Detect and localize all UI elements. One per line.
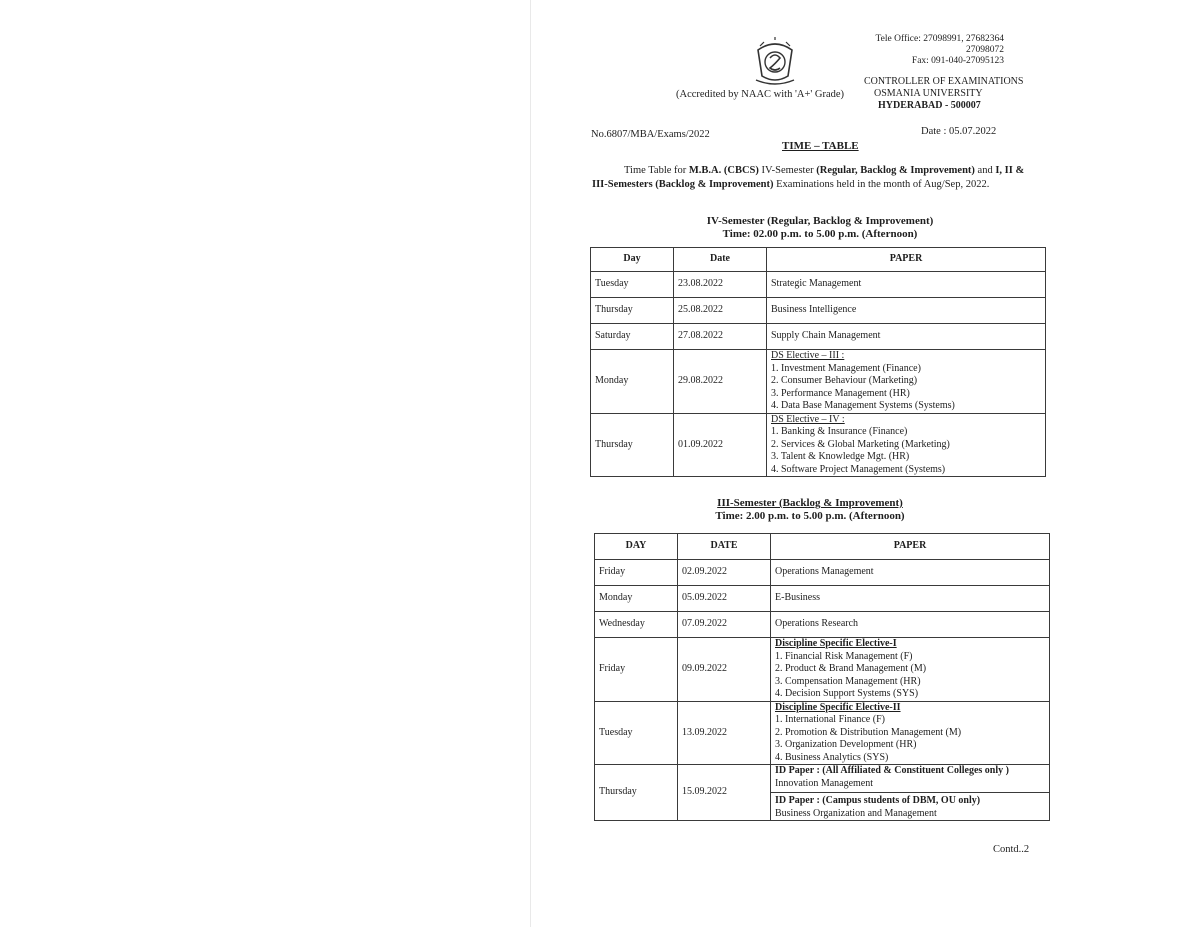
elective-heading: DS Elective – IV : xyxy=(771,413,845,425)
intro-text: I, II & III-Semesters xyxy=(592,165,1025,190)
paper-cell xyxy=(767,413,1046,477)
table-row xyxy=(591,413,1046,477)
elective-item: 1. Investment Management (Finance) xyxy=(771,362,921,374)
elective-item: 3. Organization Development (HR) xyxy=(775,739,917,750)
date-cell: 02.09.2022 xyxy=(678,560,771,586)
paper-cell: Operations Management xyxy=(771,560,1050,586)
controller-line: HYDERABAD - 500007 xyxy=(878,100,981,111)
date-cell: 15.09.2022 xyxy=(678,765,771,821)
section2-heading: III-Semester (Backlog & Improvement) xyxy=(717,497,903,509)
elective-item: 3. Performance Management (HR) xyxy=(771,387,910,399)
table-header-row xyxy=(595,534,1050,560)
intro-text: (Backlog & Improvement) xyxy=(652,179,774,190)
university-logo-icon xyxy=(752,36,798,86)
table-row xyxy=(595,638,1050,702)
paper-cell: Operations Research xyxy=(771,612,1050,638)
date-cell: 13.09.2022 xyxy=(678,701,771,765)
section1-heading: IV-Semester (Regular, Backlog & Improvement) xyxy=(706,215,934,227)
day-cell: Thursday xyxy=(595,765,678,821)
section2-timetable xyxy=(594,533,1050,821)
id-paper-heading: ID Paper : (Campus students of DBM, OU only) xyxy=(775,795,981,806)
controller-line: CONTROLLER OF EXAMINATIONS xyxy=(864,76,1024,87)
table-row xyxy=(595,701,1050,765)
paper-cell: Supply Chain Management xyxy=(767,324,1046,350)
id-paper-heading: ID Paper : (All Affiliated & Constituent Colleges only ) xyxy=(775,765,1009,776)
document-heading: TIME – TABLE xyxy=(782,140,859,152)
table-row xyxy=(595,586,1050,612)
elective-item: 1. Financial Risk Management (F) xyxy=(775,650,913,662)
section1-timetable xyxy=(590,247,1046,477)
elective-item: 4. Decision Support Systems (SYS) xyxy=(775,688,919,699)
intro-text: Examinations held in the month of Aug/Sep, 2022. xyxy=(773,179,990,190)
contact-info xyxy=(864,34,1004,67)
intro-paragraph xyxy=(592,164,1032,192)
section1-title xyxy=(680,215,960,241)
elective-item: 4. Business Analytics (SYS) xyxy=(775,751,889,763)
day-cell: Thursday xyxy=(591,298,674,324)
id-paper-name: Business Organization and Management xyxy=(775,807,937,819)
intro-text: IV-Semester xyxy=(758,165,817,176)
header-date: DATE xyxy=(678,534,771,560)
intro-text: (Regular, Backlog & Improvement) xyxy=(816,165,975,176)
contact-line: 27098072 xyxy=(966,45,1004,55)
day-cell: Tuesday xyxy=(595,701,678,765)
paper-cell: Business Intelligence xyxy=(767,298,1046,324)
elective-item: 2. Services & Global Marketing (Marketing) xyxy=(771,438,950,450)
date-cell: 01.09.2022 xyxy=(674,413,767,477)
day-cell: Wednesday xyxy=(595,612,678,638)
table-row xyxy=(591,350,1046,414)
accreditation-text: (Accredited by NAAC with 'A+' Grade) xyxy=(676,89,845,100)
paper-cell xyxy=(767,350,1046,414)
controller-address xyxy=(864,76,1034,112)
elective-item: 2. Consumer Behaviour (Marketing) xyxy=(771,375,918,386)
elective-item: 1. International Finance (F) xyxy=(775,714,885,725)
date-cell: 29.08.2022 xyxy=(674,350,767,414)
table-row xyxy=(595,765,1050,821)
section1-time: Time: 02.00 p.m. to 5.00 p.m. (Afternoon) xyxy=(722,228,918,240)
continued-note: Contd..2 xyxy=(993,844,1030,855)
contact-line: Fax: 091-040-27095123 xyxy=(911,56,1004,66)
controller-line: OSMANIA UNIVERSITY xyxy=(874,88,983,99)
elective-heading: DS Elective – III : xyxy=(771,350,845,361)
intro-text: and xyxy=(974,165,996,176)
day-cell: Monday xyxy=(595,586,678,612)
elective-item: 1. Banking & Insurance (Finance) xyxy=(771,426,908,437)
elective-item: 4. Software Project Management (Systems) xyxy=(771,463,946,475)
header-date: Date xyxy=(674,248,767,272)
day-cell: Friday xyxy=(595,560,678,586)
header-paper: PAPER xyxy=(767,248,1046,272)
elective-item: 2. Product & Brand Management (M) xyxy=(775,663,927,674)
day-cell: Saturday xyxy=(591,324,674,350)
paper-cell xyxy=(771,765,1050,821)
document-date: Date : 05.07.2022 xyxy=(921,126,997,137)
table-row xyxy=(591,324,1046,350)
paper-cell: Strategic Management xyxy=(767,272,1046,298)
intro-text: M.B.A. (CBCS) xyxy=(688,165,759,176)
table-row xyxy=(595,612,1050,638)
date-cell: 07.09.2022 xyxy=(678,612,771,638)
table-row xyxy=(591,272,1046,298)
day-cell: Thursday xyxy=(591,413,674,477)
header-day: Day xyxy=(591,248,674,272)
contact-line: Tele Office: 27098991, 27682364 xyxy=(875,34,1004,44)
day-cell: Friday xyxy=(595,638,678,702)
day-cell: Monday xyxy=(591,350,674,414)
date-cell: 27.08.2022 xyxy=(674,324,767,350)
header-day: DAY xyxy=(595,534,678,560)
table-row xyxy=(595,560,1050,586)
date-cell: 05.09.2022 xyxy=(678,586,771,612)
table-header-row xyxy=(591,248,1046,272)
paper-cell xyxy=(771,701,1050,765)
reference-number: No.6807/MBA/Exams/2022 xyxy=(591,129,710,140)
paper-cell xyxy=(771,638,1050,702)
day-cell: Tuesday xyxy=(591,272,674,298)
elective-item: 4. Data Base Management Systems (Systems) xyxy=(771,400,955,411)
elective-heading: Discipline Specific Elective-I xyxy=(775,638,897,649)
table-row xyxy=(591,298,1046,324)
date-cell: 23.08.2022 xyxy=(674,272,767,298)
section2-time: Time: 2.00 p.m. to 5.00 p.m. (Afternoon) xyxy=(715,510,905,522)
intro-text: Time Table for xyxy=(624,165,689,176)
elective-item: 3. Compensation Management (HR) xyxy=(775,675,921,687)
elective-heading: Discipline Specific Elective-II xyxy=(775,701,901,713)
header-paper: PAPER xyxy=(771,534,1050,560)
id-paper-block xyxy=(771,792,1049,820)
id-paper-name: Innovation Management xyxy=(775,777,874,789)
paper-cell: E-Business xyxy=(771,586,1050,612)
section2-title xyxy=(680,497,940,523)
date-cell: 09.09.2022 xyxy=(678,638,771,702)
elective-item: 2. Promotion & Distribution Management (M) xyxy=(775,726,962,738)
date-cell: 25.08.2022 xyxy=(674,298,767,324)
elective-item: 3. Talent & Knowledge Mgt. (HR) xyxy=(771,451,910,462)
